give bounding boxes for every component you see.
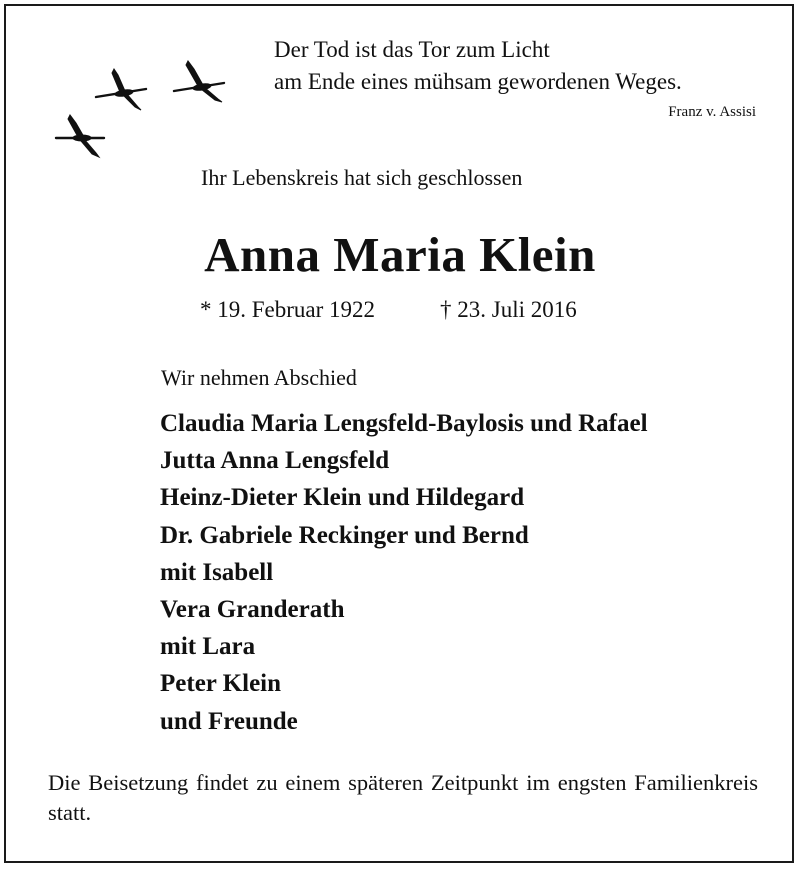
- crane-icon: [56, 61, 224, 157]
- mourner-name: mit Lara: [160, 633, 256, 661]
- mourners-list: [160, 405, 648, 740]
- farewell-text: Wir nehmen Abschied: [161, 365, 357, 390]
- burial-note: Die Beisetzung findet zu einem späteren Zeitpunkt im engsten Familienkreis statt.: [48, 770, 758, 825]
- mourner-name: Heinz-Dieter Klein und Hildegard: [160, 484, 525, 512]
- mourner-name: und Freunde: [160, 707, 298, 735]
- mourner-name: Jutta Anna Lengsfeld: [160, 447, 390, 475]
- birth-date: * 19. Februar 1922: [200, 297, 376, 322]
- deceased-name: Anna Maria Klein: [204, 227, 596, 282]
- mourner-name: Vera Granderath: [160, 596, 345, 624]
- flying-cranes-icon: [50, 55, 230, 165]
- mourner-name: Dr. Gabriele Reckinger und Bernd: [160, 521, 529, 549]
- intro-text: Ihr Lebenskreis hat sich geschlossen: [201, 165, 523, 190]
- quote-line-1: Der Tod ist das Tor zum Licht: [274, 37, 550, 62]
- mourner-name: Claudia Maria Lengsfeld-Baylosis und Rafael: [160, 410, 648, 437]
- mourner-name: Peter Klein: [160, 670, 282, 698]
- quote-line-2: am Ende eines mühsam gewordenen Weges.: [274, 69, 682, 94]
- death-date: † 23. Juli 2016: [440, 297, 577, 322]
- quote-author: Franz v. Assisi: [668, 104, 756, 120]
- mourner-name: mit Isabell: [160, 558, 274, 586]
